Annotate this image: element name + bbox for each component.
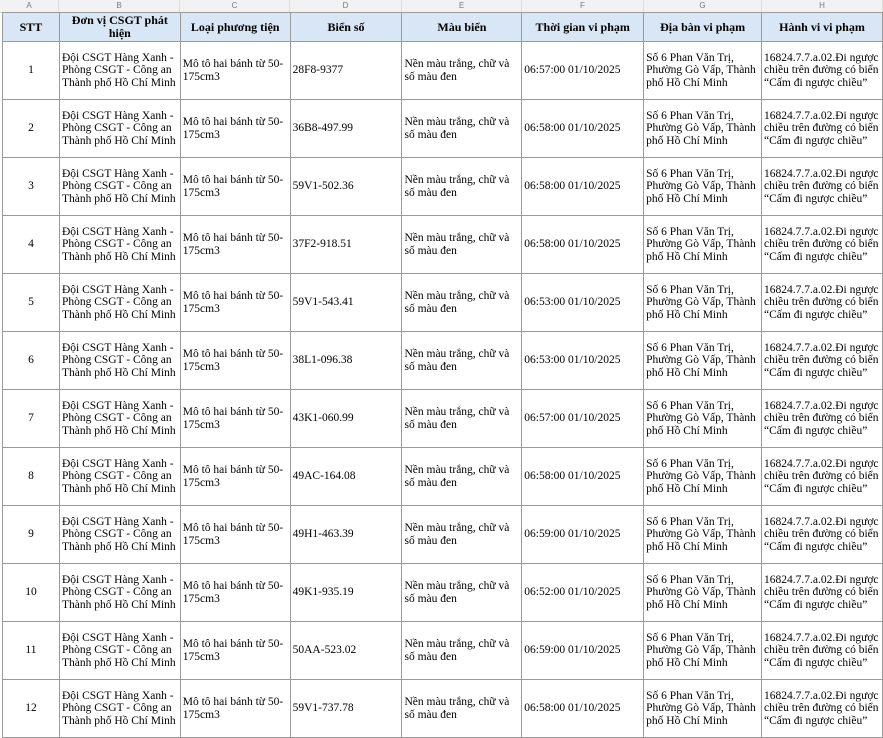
cell-vehicle-type[interactable]: Mô tô hai bánh từ 50-175cm3	[180, 622, 290, 680]
cell-violation-time[interactable]: 06:53:00 01/10/2025	[522, 332, 644, 390]
cell-unit[interactable]: Đội CSGT Hàng Xanh - Phòng CSGT - Công an Thành phố Hồ Chí Minh	[59, 216, 180, 274]
table-row	[3, 506, 883, 564]
cell-plate[interactable]: 59V1-502.36	[290, 158, 402, 216]
header-plate-color[interactable]: Màu biển	[402, 13, 522, 42]
cell-stt[interactable]: 11	[3, 622, 60, 680]
column-letter-h[interactable]: H	[762, 0, 883, 12]
cell-location[interactable]: Số 6 Phan Văn Trị, Phường Gò Vấp, Thành phố Hồ Chí Minh	[644, 332, 762, 390]
cell-vehicle-type[interactable]: Mô tô hai bánh từ 50-175cm3	[180, 158, 290, 216]
column-letter-f[interactable]: F	[522, 0, 644, 12]
table-row	[3, 448, 883, 506]
cell-violation[interactable]: 16824.7.7.a.02.Đi ngược chiều trên đường có biển “Cấm đi ngược chiều”	[762, 274, 883, 332]
cell-location[interactable]: Số 6 Phan Văn Trị, Phường Gò Vấp, Thành phố Hồ Chí Minh	[644, 448, 762, 506]
table-row	[3, 216, 883, 274]
cell-plate-color[interactable]: Nền màu trắng, chữ và số màu đen	[402, 506, 522, 564]
cell-stt[interactable]: 8	[3, 448, 60, 506]
column-letter-g[interactable]: G	[644, 0, 762, 12]
cell-vehicle-type[interactable]: Mô tô hai bánh từ 50-175cm3	[180, 100, 290, 158]
cell-unit[interactable]: Đội CSGT Hàng Xanh - Phòng CSGT - Công an Thành phố Hồ Chí Minh	[59, 100, 180, 158]
cell-vehicle-type[interactable]: Mô tô hai bánh từ 50-175cm3	[180, 506, 290, 564]
header-row	[3, 13, 883, 42]
cell-vehicle-type[interactable]: Mô tô hai bánh từ 50-175cm3	[180, 274, 290, 332]
table-row	[3, 390, 883, 448]
column-letter-e[interactable]: E	[402, 0, 522, 12]
table-row	[3, 332, 883, 390]
cell-violation[interactable]: 16824.7.7.a.02.Đi ngược chiều trên đường có biển “Cấm đi ngược chiều”	[762, 158, 883, 216]
header-vehicle-type[interactable]: Loại phương tiện	[180, 13, 290, 42]
table-row	[3, 680, 883, 738]
cell-violation-time[interactable]: 06:58:00 01/10/2025	[522, 216, 644, 274]
cell-violation[interactable]: 16824.7.7.a.02.Đi ngược chiều trên đường có biển “Cấm đi ngược chiều”	[762, 506, 883, 564]
cell-plate-color[interactable]: Nền màu trắng, chữ và số màu đen	[402, 390, 522, 448]
cell-stt[interactable]: 12	[3, 680, 60, 738]
cell-unit[interactable]: Đội CSGT Hàng Xanh - Phòng CSGT - Công an Thành phố Hồ Chí Minh	[59, 622, 180, 680]
column-letter-d[interactable]: D	[290, 0, 402, 12]
cell-plate[interactable]: 28F8-9377	[290, 42, 402, 100]
cell-violation[interactable]: 16824.7.7.a.02.Đi ngược chiều trên đường có biển “Cấm đi ngược chiều”	[762, 564, 883, 622]
cell-violation-time[interactable]: 06:57:00 01/10/2025	[522, 390, 644, 448]
table-row	[3, 100, 883, 158]
table-row	[3, 274, 883, 332]
cell-vehicle-type[interactable]: Mô tô hai bánh từ 50-175cm3	[180, 332, 290, 390]
column-letter-c[interactable]: C	[180, 0, 290, 12]
cell-unit[interactable]: Đội CSGT Hàng Xanh - Phòng CSGT - Công an Thành phố Hồ Chí Minh	[59, 680, 180, 738]
cell-plate[interactable]: 43K1-060.99	[290, 390, 402, 448]
cell-unit[interactable]: Đội CSGT Hàng Xanh - Phòng CSGT - Công an Thành phố Hồ Chí Minh	[59, 448, 180, 506]
cell-violation-time[interactable]: 06:59:00 01/10/2025	[522, 506, 644, 564]
cell-location[interactable]: Số 6 Phan Văn Trị, Phường Gò Vấp, Thành phố Hồ Chí Minh	[644, 100, 762, 158]
cell-vehicle-type[interactable]: Mô tô hai bánh từ 50-175cm3	[180, 42, 290, 100]
cell-unit[interactable]: Đội CSGT Hàng Xanh - Phòng CSGT - Công an Thành phố Hồ Chí Minh	[59, 274, 180, 332]
header-violation[interactable]: Hành vi vi phạm	[762, 13, 883, 42]
table-row	[3, 622, 883, 680]
cell-violation[interactable]: 16824.7.7.a.02.Đi ngược chiều trên đường có biển “Cấm đi ngược chiều”	[762, 448, 883, 506]
cell-violation[interactable]: 16824.7.7.a.02.Đi ngược chiều trên đường có biển “Cấm đi ngược chiều”	[762, 216, 883, 274]
cell-vehicle-type[interactable]: Mô tô hai bánh từ 50-175cm3	[180, 448, 290, 506]
cell-stt[interactable]: 1	[3, 42, 60, 100]
cell-location[interactable]: Số 6 Phan Văn Trị, Phường Gò Vấp, Thành phố Hồ Chí Minh	[644, 216, 762, 274]
cell-location[interactable]: Số 6 Phan Văn Trị, Phường Gò Vấp, Thành phố Hồ Chí Minh	[644, 564, 762, 622]
cell-plate[interactable]: 49K1-935.19	[290, 564, 402, 622]
cell-plate-color[interactable]: Nền màu trắng, chữ và số màu đen	[402, 680, 522, 738]
cell-stt[interactable]: 2	[3, 100, 60, 158]
cell-plate[interactable]: 59V1-737.78	[290, 680, 402, 738]
table-row	[3, 158, 883, 216]
cell-unit[interactable]: Đội CSGT Hàng Xanh - Phòng CSGT - Công an Thành phố Hồ Chí Minh	[59, 42, 180, 100]
header-plate[interactable]: Biển số	[290, 13, 402, 42]
cell-violation-time[interactable]: 06:57:00 01/10/2025	[522, 42, 644, 100]
column-letter-a[interactable]: A	[0, 0, 59, 12]
cell-location[interactable]: Số 6 Phan Văn Trị, Phường Gò Vấp, Thành phố Hồ Chí Minh	[644, 506, 762, 564]
violations-table	[2, 12, 883, 738]
cell-location[interactable]: Số 6 Phan Văn Trị, Phường Gò Vấp, Thành phố Hồ Chí Minh	[644, 158, 762, 216]
header-unit[interactable]: Đơn vị CSGT phát hiện	[59, 13, 180, 42]
cell-plate[interactable]: 37F2-918.51	[290, 216, 402, 274]
cell-plate[interactable]: 36B8-497.99	[290, 100, 402, 158]
cell-plate-color[interactable]: Nền màu trắng, chữ và số màu đen	[402, 564, 522, 622]
cell-violation[interactable]: 16824.7.7.a.02.Đi ngược chiều trên đường có biển “Cấm đi ngược chiều”	[762, 622, 883, 680]
cell-plate[interactable]: 59V1-543.41	[290, 274, 402, 332]
cell-stt[interactable]: 7	[3, 390, 60, 448]
cell-violation-time[interactable]: 06:58:00 01/10/2025	[522, 448, 644, 506]
cell-plate-color[interactable]: Nền màu trắng, chữ và số màu đen	[402, 158, 522, 216]
cell-vehicle-type[interactable]: Mô tô hai bánh từ 50-175cm3	[180, 564, 290, 622]
cell-violation-time[interactable]: 06:58:00 01/10/2025	[522, 158, 644, 216]
cell-plate[interactable]: 50AA-523.02	[290, 622, 402, 680]
cell-location[interactable]: Số 6 Phan Văn Trị, Phường Gò Vấp, Thành phố Hồ Chí Minh	[644, 274, 762, 332]
cell-violation-time[interactable]: 06:53:00 01/10/2025	[522, 274, 644, 332]
cell-violation-time[interactable]: 06:58:00 01/10/2025	[522, 100, 644, 158]
cell-unit[interactable]: Đội CSGT Hàng Xanh - Phòng CSGT - Công an Thành phố Hồ Chí Minh	[59, 564, 180, 622]
cell-location[interactable]: Số 6 Phan Văn Trị, Phường Gò Vấp, Thành phố Hồ Chí Minh	[644, 622, 762, 680]
cell-unit[interactable]: Đội CSGT Hàng Xanh - Phòng CSGT - Công an Thành phố Hồ Chí Minh	[59, 390, 180, 448]
cell-plate-color[interactable]: Nền màu trắng, chữ và số màu đen	[402, 42, 522, 100]
table-row	[3, 42, 883, 100]
cell-plate-color[interactable]: Nền màu trắng, chữ và số màu đen	[402, 332, 522, 390]
header-stt[interactable]: STT	[3, 13, 60, 42]
cell-stt[interactable]: 4	[3, 216, 60, 274]
cell-location[interactable]: Số 6 Phan Văn Trị, Phường Gò Vấp, Thành phố Hồ Chí Minh	[644, 680, 762, 738]
cell-violation-time[interactable]: 06:59:00 01/10/2025	[522, 622, 644, 680]
cell-stt[interactable]: 9	[3, 506, 60, 564]
cell-stt[interactable]: 10	[3, 564, 60, 622]
cell-violation[interactable]: 16824.7.7.a.02.Đi ngược chiều trên đường có biển “Cấm đi ngược chiều”	[762, 332, 883, 390]
cell-plate-color[interactable]: Nền màu trắng, chữ và số màu đen	[402, 622, 522, 680]
cell-plate[interactable]: 49H1-463.39	[290, 506, 402, 564]
cell-vehicle-type[interactable]: Mô tô hai bánh từ 50-175cm3	[180, 216, 290, 274]
cell-location[interactable]: Số 6 Phan Văn Trị, Phường Gò Vấp, Thành phố Hồ Chí Minh	[644, 390, 762, 448]
column-letter-b[interactable]: B	[59, 0, 180, 12]
cell-plate-color[interactable]: Nền màu trắng, chữ và số màu đen	[402, 216, 522, 274]
header-location[interactable]: Địa bàn vi phạm	[644, 13, 762, 42]
cell-stt[interactable]: 3	[3, 158, 60, 216]
cell-violation[interactable]: 16824.7.7.a.02.Đi ngược chiều trên đường có biển “Cấm đi ngược chiều”	[762, 680, 883, 738]
cell-violation[interactable]: 16824.7.7.a.02.Đi ngược chiều trên đường có biển “Cấm đi ngược chiều”	[762, 390, 883, 448]
cell-plate-color[interactable]: Nền màu trắng, chữ và số màu đen	[402, 100, 522, 158]
cell-vehicle-type[interactable]: Mô tô hai bánh từ 50-175cm3	[180, 390, 290, 448]
cell-stt[interactable]: 6	[3, 332, 60, 390]
cell-violation-time[interactable]: 06:52:00 01/10/2025	[522, 564, 644, 622]
cell-location[interactable]: Số 6 Phan Văn Trị, Phường Gò Vấp, Thành phố Hồ Chí Minh	[644, 42, 762, 100]
cell-vehicle-type[interactable]: Mô tô hai bánh từ 50-175cm3	[180, 680, 290, 738]
cell-unit[interactable]: Đội CSGT Hàng Xanh - Phòng CSGT - Công an Thành phố Hồ Chí Minh	[59, 506, 180, 564]
cell-plate-color[interactable]: Nền màu trắng, chữ và số màu đen	[402, 274, 522, 332]
cell-violation[interactable]: 16824.7.7.a.02.Đi ngược chiều trên đường có biển “Cấm đi ngược chiều”	[762, 42, 883, 100]
cell-violation[interactable]: 16824.7.7.a.02.Đi ngược chiều trên đường có biển “Cấm đi ngược chiều”	[762, 100, 883, 158]
cell-plate[interactable]: 49AC-164.08	[290, 448, 402, 506]
cell-unit[interactable]: Đội CSGT Hàng Xanh - Phòng CSGT - Công an Thành phố Hồ Chí Minh	[59, 158, 180, 216]
cell-stt[interactable]: 5	[3, 274, 60, 332]
table-row	[3, 564, 883, 622]
cell-plate-color[interactable]: Nền màu trắng, chữ và số màu đen	[402, 448, 522, 506]
cell-unit[interactable]: Đội CSGT Hàng Xanh - Phòng CSGT - Công an Thành phố Hồ Chí Minh	[59, 332, 180, 390]
cell-plate[interactable]: 38L1-096.38	[290, 332, 402, 390]
cell-violation-time[interactable]: 06:58:00 01/10/2025	[522, 680, 644, 738]
header-violation-time[interactable]: Thời gian vi phạm	[522, 13, 644, 42]
